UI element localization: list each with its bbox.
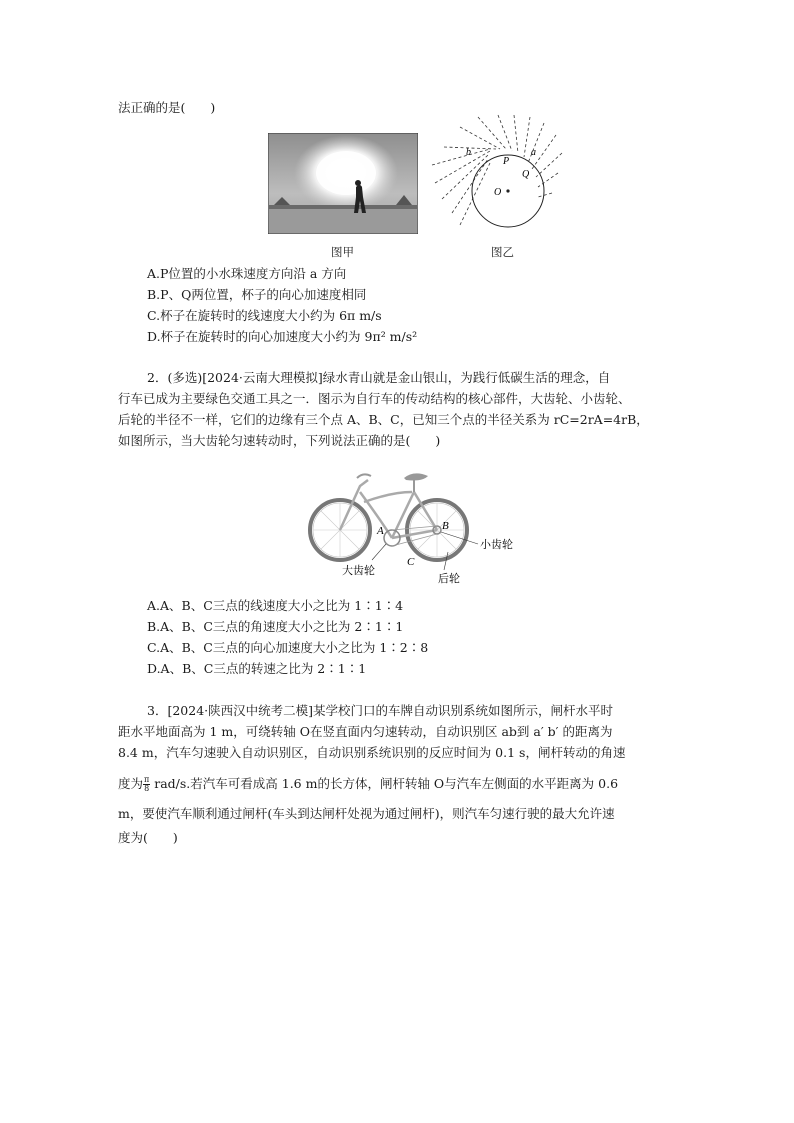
- q3-line-4-pre: 度为: [118, 776, 144, 791]
- q2-option-c: C.A、B、C三点的向心加速度大小之比为 1∶2∶8: [147, 640, 429, 655]
- q3-line-3: 8.4 m，汽车匀速驶入自动识别区，自动识别系统识别的反应时间为 0.1 s，闸杆转动的角速: [118, 745, 626, 760]
- label-small-gear: 小齿轮: [480, 538, 513, 551]
- q3-line-6: 度为( ): [118, 830, 178, 845]
- saddle: [404, 473, 428, 480]
- q1-option-b: B.P、Q两位置，杯子的向心加速度相同: [147, 287, 367, 302]
- q2-line-4: 如图所示，当大齿轮匀速转动时，下列说法正确的是( ): [118, 433, 441, 448]
- q2-line-2: 行车已成为主要绿色交通工具之一．图示为自行车的传动结构的核心部件，大齿轮、小齿轮、: [118, 391, 631, 406]
- q3-line-4: [118, 776, 618, 793]
- label-point-a: A: [377, 525, 384, 537]
- bicycle-figure: [302, 462, 532, 586]
- label-Q: Q: [522, 169, 530, 180]
- q3-line-1: 3．[2024·陕西汉中统考二模]某学校门口的车牌自动识别系统如图所示，闸杆水平时: [147, 703, 613, 718]
- label-point-c: C: [407, 556, 415, 568]
- q3-line-4-post: rad/s.若汽车可看成高 1.6 m的长方体，闸杆转轴 O与汽车左侧面的水平距离为 0.6: [150, 776, 619, 791]
- q3-line-2: 距水平地面高为 1 m，可绕转轴 O在竖直面内匀速转动，自动识别区 ab到 a′ b′ 的距离为: [118, 724, 613, 739]
- label-point-b: B: [442, 520, 449, 532]
- label-rear-wheel: 后轮: [438, 572, 460, 585]
- label-P: P: [503, 156, 510, 167]
- label-big-gear: 大齿轮: [342, 564, 375, 577]
- photo-figure-a: [268, 133, 418, 234]
- tangent-spray-diagram: [430, 113, 565, 238]
- q1-option-a: A.P位置的小水珠速度方向沿 a 方向: [147, 266, 347, 281]
- bicycle-diagram: [302, 462, 532, 586]
- q2-line-3: 后轮的半径不一样，它们的边缘有三个点 A、B、C，已知三个点的半径关系为 rC=2rA=4rB，: [118, 412, 649, 427]
- handlebar: [357, 474, 371, 478]
- fraction-numerator: π: [144, 775, 150, 784]
- q2-option-a: A.A、B、C三点的线速度大小之比为 1∶1∶4: [147, 598, 404, 613]
- fraction-denominator: 8: [144, 784, 150, 793]
- caption-figure-b: 图乙: [491, 245, 514, 259]
- q3-line-5: m，要使汽车顺利通过闸杆(车头到达闸杆处视为通过闸杆)，则汽车匀速行驶的最大允许速: [118, 806, 615, 821]
- label-O: O: [494, 187, 502, 198]
- center-point: [506, 189, 509, 192]
- water-spray-photo: [268, 133, 418, 234]
- label-b: b: [466, 147, 471, 158]
- circle-figure-b: [430, 113, 565, 238]
- q2-line-1: 2．(多选)[2024·云南大理模拟]绿水青山就是金山银山，为践行低碳生活的理念，自: [147, 370, 611, 385]
- q1-option-c: C.杯子在旋转时的线速度大小约为 6π m/s: [147, 308, 382, 323]
- frame: [340, 480, 437, 538]
- label-a: a: [531, 147, 536, 158]
- caption-figure-a: 图甲: [331, 245, 354, 259]
- q2-option-d: D.A、B、C三点的转速之比为 2∶1∶1: [147, 661, 367, 676]
- q1-option-d: D.杯子在旋转时的向心加速度大小约为 9π² m/s²: [147, 329, 418, 344]
- question-intro: 法正确的是( ): [118, 100, 216, 115]
- q2-option-b: B.A、B、C三点的角速度大小之比为 2∶1∶1: [147, 619, 404, 634]
- tangent-lines: [432, 115, 562, 225]
